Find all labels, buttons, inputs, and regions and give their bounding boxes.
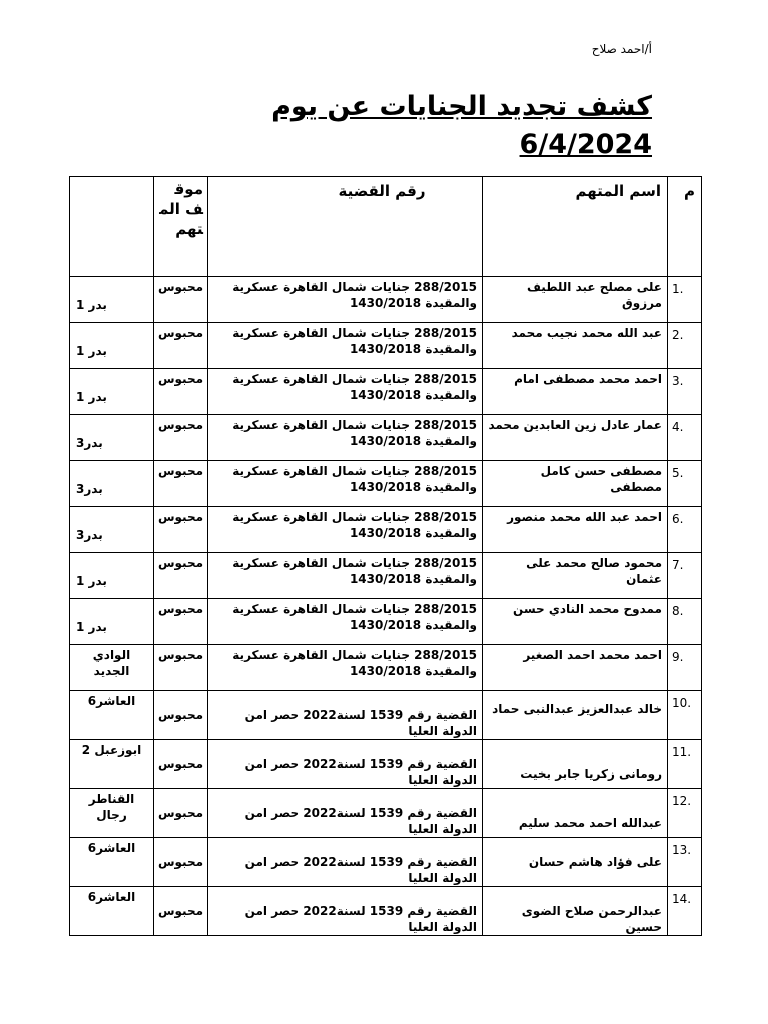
cell-num: 13. [668, 838, 702, 887]
cell-case-number: 288/2015 جنايات شمال القاهرة عسكرية والمقيدة 1430/2018 [208, 507, 483, 553]
cell-case-number: القضية رقم 1539 لسنة2022 حصر امن الدولة العليا [208, 887, 483, 936]
table-row [70, 369, 702, 415]
cell-prison: بدر3 [70, 415, 154, 461]
table-row [70, 323, 702, 369]
cell-defendant-name: عبدالله احمد محمد سليم [483, 789, 668, 838]
cell-defendant-name: محمود صالح محمد على عثمان [483, 553, 668, 599]
cell-prison: القناطر رجال [70, 789, 154, 838]
cell-defendant-name: احمد محمد مصطفى امام [483, 369, 668, 415]
table-row [70, 599, 702, 645]
table-row [70, 277, 702, 323]
cell-case-number: 288/2015 جنايات شمال القاهرة عسكرية والمقيدة 1430/2018 [208, 461, 483, 507]
header-status: موقف المتهم [154, 177, 208, 277]
cell-prison: العاشر6 [70, 838, 154, 887]
cell-num: 8. [668, 599, 702, 645]
cell-defendant-name: عمار عادل زين العابدين محمد [483, 415, 668, 461]
cell-status: محبوس [154, 415, 208, 461]
cell-case-number: القضية رقم 1539 لسنة2022 حصر امن الدولة العليا [208, 740, 483, 789]
cell-prison: بدر3 [70, 507, 154, 553]
cell-defendant-name: عبدالرحمن صلاح الضوى حسين [483, 887, 668, 936]
cell-num: 2. [668, 323, 702, 369]
cell-prison: بدر 1 [70, 277, 154, 323]
cell-num: 11. [668, 740, 702, 789]
cell-prison: العاشر6 [70, 691, 154, 740]
cell-status: محبوس [154, 323, 208, 369]
table-header-row [70, 177, 702, 277]
cell-num: 14. [668, 887, 702, 936]
cell-defendant-name: ممدوح محمد النادي حسن [483, 599, 668, 645]
cell-status: محبوس [154, 740, 208, 789]
title-line-1: كشف تجديد الجنايات عن يوم [271, 91, 652, 122]
table-row [70, 740, 702, 789]
cell-case-number: القضية رقم 1539 لسنة2022 حصر امن الدولة العليا [208, 789, 483, 838]
cell-defendant-name: على مصلح عبد اللطيف مرزوق [483, 277, 668, 323]
cell-status: محبوس [154, 507, 208, 553]
cell-num: 1. [668, 277, 702, 323]
cell-prison: بدر 1 [70, 599, 154, 645]
header-name: اسم المتهم [483, 177, 668, 277]
cell-prison: بدر3 [70, 461, 154, 507]
author-name: أ/احمد صلاح [591, 42, 652, 56]
header-case: رقم القضية [208, 177, 483, 277]
cell-num: 7. [668, 553, 702, 599]
cell-prison: الوادي الجديد [70, 645, 154, 691]
table-row [70, 415, 702, 461]
table-row [70, 887, 702, 936]
cell-status: محبوس [154, 369, 208, 415]
cell-case-number: 288/2015 جنايات شمال القاهرة عسكرية والمقيدة 1430/2018 [208, 599, 483, 645]
table-row [70, 553, 702, 599]
cell-defendant-name: رومانى زكريا جابر بخيت [483, 740, 668, 789]
cell-case-number: 288/2015 جنايات شمال القاهرة عسكرية والمقيدة 1430/2018 [208, 553, 483, 599]
cell-defendant-name: خالد عبدالعزيز عبدالنبى حماد [483, 691, 668, 740]
cell-num: 9. [668, 645, 702, 691]
cell-status: محبوس [154, 599, 208, 645]
cell-prison: ابوزعبل 2 [70, 740, 154, 789]
cell-case-number: 288/2015 جنايات شمال القاهرة عسكرية والمقيدة 1430/2018 [208, 415, 483, 461]
cell-prison: العاشر6 [70, 887, 154, 936]
cell-prison: بدر 1 [70, 323, 154, 369]
cell-prison: بدر 1 [70, 553, 154, 599]
table-row [70, 789, 702, 838]
header-prison [70, 177, 154, 277]
table-row [70, 838, 702, 887]
cell-defendant-name: على فؤاد هاشم حسان [483, 838, 668, 887]
cell-status: محبوس [154, 887, 208, 936]
page-title [92, 88, 652, 164]
cell-status: محبوس [154, 789, 208, 838]
title-date: 6/4/2024 [519, 129, 652, 160]
cell-prison: بدر 1 [70, 369, 154, 415]
cell-case-number: 288/2015 جنايات شمال القاهرة عسكرية والمقيدة 1430/2018 [208, 369, 483, 415]
table-row [70, 691, 702, 740]
cell-num: 6. [668, 507, 702, 553]
cell-case-number: القضية رقم 1539 لسنة2022 حصر امن الدولة العليا [208, 838, 483, 887]
cell-case-number: 288/2015 جنايات شمال القاهرة عسكرية والمقيدة 1430/2018 [208, 645, 483, 691]
defendants-table [69, 176, 702, 936]
cell-status: محبوس [154, 838, 208, 887]
table-row [70, 461, 702, 507]
cell-num: 5. [668, 461, 702, 507]
cell-status: محبوس [154, 277, 208, 323]
cell-status: محبوس [154, 553, 208, 599]
cell-num: 3. [668, 369, 702, 415]
cell-num: 12. [668, 789, 702, 838]
cell-defendant-name: احمد عبد الله محمد منصور [483, 507, 668, 553]
cell-num: 4. [668, 415, 702, 461]
table-row [70, 645, 702, 691]
cell-status: محبوس [154, 461, 208, 507]
cell-defendant-name: عبد الله محمد نجيب محمد [483, 323, 668, 369]
cell-status: محبوس [154, 691, 208, 740]
header-num: م [668, 177, 702, 277]
cell-defendant-name: مصطفى حسن كامل مصطفى [483, 461, 668, 507]
cell-case-number: 288/2015 جنايات شمال القاهرة عسكرية والمقيدة 1430/2018 [208, 277, 483, 323]
cell-case-number: القضية رقم 1539 لسنة2022 حصر امن الدولة العليا [208, 691, 483, 740]
cell-defendant-name: احمد محمد احمد الصغير [483, 645, 668, 691]
cell-num: 10. [668, 691, 702, 740]
table-row [70, 507, 702, 553]
cell-case-number: 288/2015 جنايات شمال القاهرة عسكرية والمقيدة 1430/2018 [208, 323, 483, 369]
cell-status: محبوس [154, 645, 208, 691]
